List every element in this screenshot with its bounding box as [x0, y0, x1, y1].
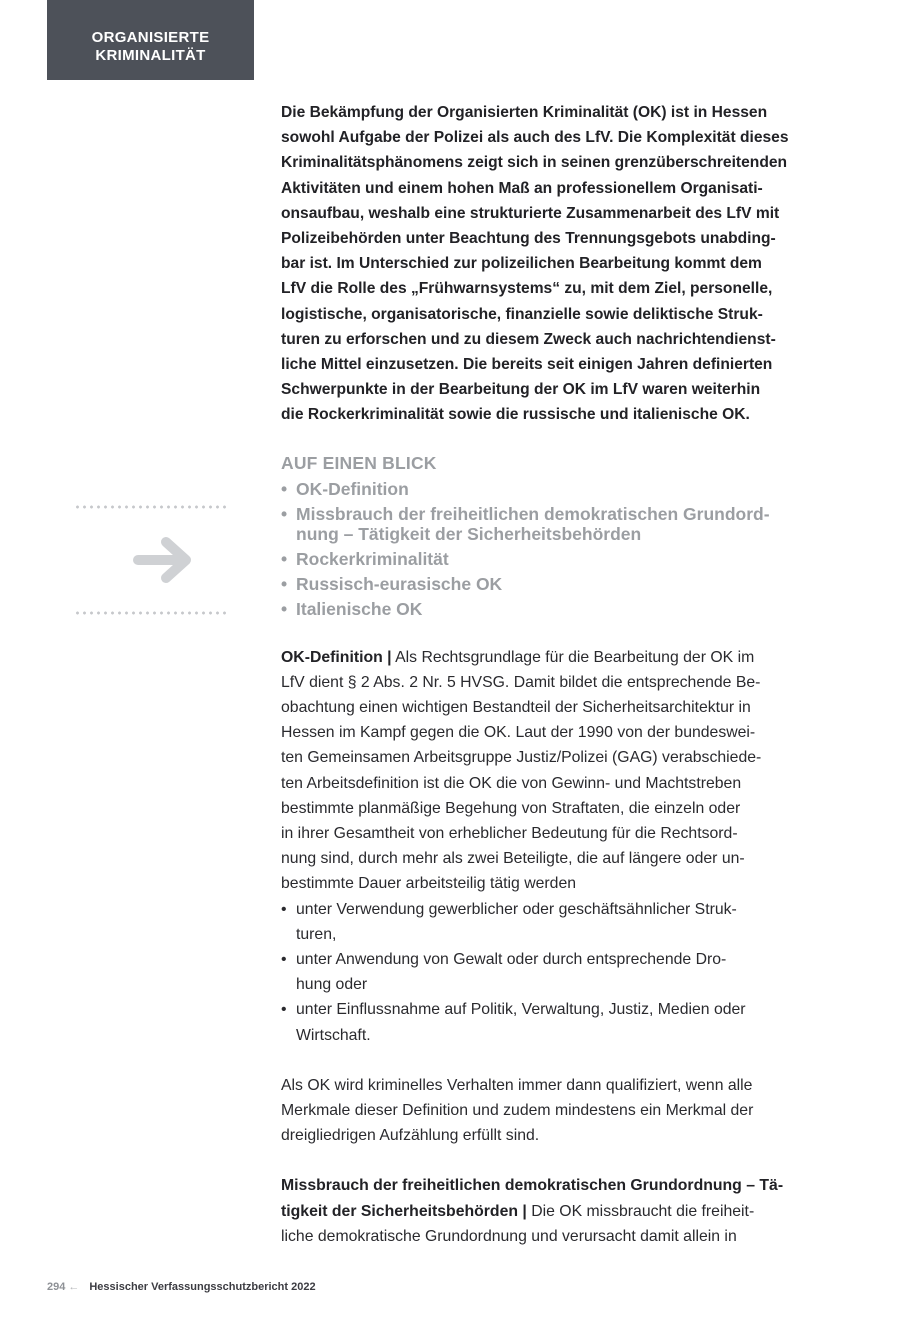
criteria-text: • unter Einflussnahme auf Politik, Verwaltung, Justiz, Medien oder: [296, 1001, 746, 1019]
intro-line: liche Mittel einzusetzen. Die bereits seit einigen Jahren definierten: [281, 356, 773, 374]
misuse-paragraph: [281, 1173, 796, 1249]
glance-item-text: • Italienische OK: [296, 598, 423, 619]
intro-line: sowohl Aufgabe der Polizei als auch des LfV. Die Komplexität dieses: [281, 129, 789, 147]
intro-paragraph: [281, 100, 796, 428]
glance-item-text: • OK-Definition: [296, 479, 409, 500]
intro-line: Kriminalitätsphänomens zeigt sich in seinen grenzüberschreitenden: [281, 154, 788, 172]
criteria-list: [281, 897, 796, 1048]
criteria-text: • unter Anwendung von Gewalt oder durch entsprechende Dro-: [296, 951, 727, 969]
glance-item-text: • Rockerkriminalität: [296, 549, 449, 570]
definition-line: obachtung einen wichtigen Bestandteil der Sicherheitsarchitektur in: [281, 699, 751, 717]
glance-item-text: • Russisch-eurasische OK: [296, 573, 503, 594]
at-a-glance-list: [281, 479, 796, 618]
intro-line: onsaufbau, weshalb eine strukturierte Zusammenarbeit des LfV mit: [281, 204, 780, 222]
arrow-right-icon: [132, 534, 196, 586]
definition-line: bestimmte Dauer arbeitsteilig tätig werden: [281, 875, 577, 893]
intro-line: Die Bekämpfung der Organisierten Kriminalität (OK) ist in Hessen: [281, 104, 768, 121]
definition-line: in ihrer Gesamtheit von erheblicher Bedeutung für die Rechtsord-: [281, 825, 738, 843]
definition-line: bestimmte planmäßige Begehung von Straftaten, die einzeln oder: [281, 799, 741, 817]
paragraph-gap: [281, 1048, 796, 1073]
publication-title: Hessischer Verfassungsschutzbericht 2022: [89, 1281, 316, 1293]
criteria-text: • unter Verwendung gewerblicher oder geschäftsähnlicher Struk-: [296, 900, 737, 918]
misuse-line: [281, 1199, 796, 1224]
definition-heading: OK-Definition |: [281, 648, 392, 666]
definition-line: [281, 645, 796, 670]
qualification-line: Als OK wird kriminelles Verhalten immer dann qualifiziert, wenn alle: [281, 1076, 753, 1094]
glance-item: [281, 574, 796, 594]
dotted-divider-top: [74, 505, 228, 509]
main-content: [281, 100, 796, 1249]
dotted-divider-bottom: [74, 611, 228, 615]
criteria-item: [281, 997, 796, 1047]
qualification-line: Merkmale dieser Definition und zudem mindestens ein Merkmal der: [281, 1102, 754, 1120]
definition-section: [281, 645, 796, 1249]
intro-line: logistische, organisatorische, finanzielle sowie deliktische Struk-: [281, 305, 763, 323]
criteria-text: Wirtschaft.: [296, 1026, 371, 1044]
glance-item-text: nung – Tätigkeit der Sicherheitsbehörden: [296, 524, 642, 545]
criteria-item: [281, 947, 796, 997]
glance-item-text: • Missbrauch der freiheitlichen demokratischen Grundord-: [296, 504, 770, 525]
section-tab: [47, 0, 254, 80]
intro-line: Aktivitäten und einem hohen Maß an professionellem Organisati-: [281, 179, 763, 197]
misuse-line: liche demokratische Grundordnung und verursacht damit allein in: [281, 1227, 737, 1245]
intro-line: die Rockerkriminalität sowie die russische und italienische OK.: [281, 406, 750, 424]
definition-text: Als Rechtsgrundlage für die Bearbeitung der OK im: [391, 648, 755, 666]
misuse-text: Die OK missbraucht die freiheit-: [526, 1202, 755, 1220]
intro-line: Schwerpunkte in der Bearbeitung der OK im LfV waren weiterhin: [281, 381, 761, 399]
glance-item: [281, 599, 796, 619]
qualification-line: dreigliedrigen Aufzählung erfüllt sind.: [281, 1127, 540, 1145]
page-footer: [47, 1280, 316, 1294]
intro-line: bar ist. Im Unterschied zur polizeilichen Bearbeitung kommt dem: [281, 255, 762, 273]
intro-line: LfV die Rolle des „Frühwarnsystems“ zu, mit dem Ziel, personelle,: [281, 280, 773, 298]
definition-line: ten Gemeinsamen Arbeitsgruppe Justiz/Polizei (GAG) verabschiede-: [281, 749, 762, 767]
definition-line: LfV dient § 2 Abs. 2 Nr. 5 HVSG. Damit bildet die entsprechende Be-: [281, 673, 761, 691]
paragraph-gap: [281, 1148, 796, 1173]
definition-line: nung sind, durch mehr als zwei Beteiligte, die auf längere oder un-: [281, 850, 745, 868]
definition-line: Hessen im Kampf gegen die OK. Laut der 1990 von der bundeswei-: [281, 724, 756, 742]
intro-line: Polizeibehörden unter Beachtung des Trennungsgebots unabding-: [281, 230, 776, 248]
arrow-left-icon: ←: [68, 1281, 80, 1293]
criteria-item: [281, 897, 796, 947]
qualification-paragraph: [281, 1073, 796, 1149]
glance-item: [281, 549, 796, 569]
at-a-glance-title: AUF EINEN BLICK: [281, 452, 437, 473]
misuse-heading: tigkeit der Sicherheitsbehörden |: [281, 1202, 527, 1220]
intro-line: turen zu erforschen und zu diesem Zweck auch nachrichtendienst-: [281, 330, 776, 348]
at-a-glance-box: [281, 451, 796, 619]
criteria-text: turen,: [296, 925, 337, 943]
section-tab-line-2: KRIMINALITÄT: [95, 47, 206, 64]
definition-line: ten Arbeitsdefinition ist die OK die von Gewinn- und Machtstreben: [281, 774, 742, 792]
glance-item: [281, 479, 796, 499]
misuse-heading: Missbrauch der freiheitlichen demokratischen Grundordnung – Tä-: [281, 1177, 784, 1195]
glance-item: [281, 504, 796, 544]
page-number: 294: [47, 1281, 66, 1293]
criteria-text: hung oder: [296, 976, 368, 994]
section-tab-line-1: ORGANISIERTE: [91, 29, 210, 46]
